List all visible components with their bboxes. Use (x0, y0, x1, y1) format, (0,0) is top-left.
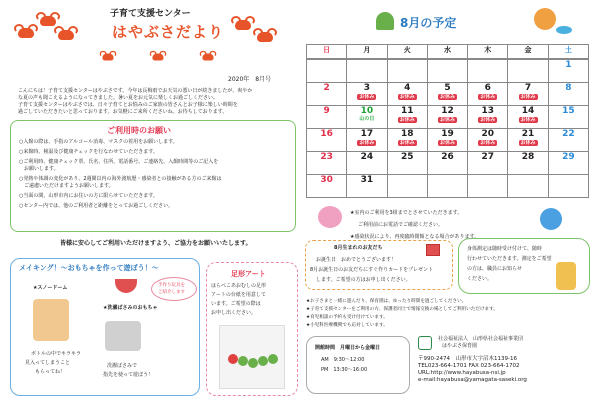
measurement-box: 身体測定は随時受け付けて、随時 行わせていただきます。測定をご希望 の方は、職員にお知らせ ください。 (458, 238, 590, 294)
calendar-day (508, 152, 548, 175)
calendar-day (387, 129, 427, 152)
calendar-day (468, 83, 508, 106)
info-item: ★感染状況により、再度臨時閉館となる場合があります。 (350, 234, 480, 240)
day-number: 6 (484, 83, 491, 93)
day-number: 24 (360, 152, 374, 162)
float-ring-icon (556, 26, 572, 34)
calendar-day (347, 175, 387, 198)
ruler-icon (556, 262, 576, 290)
day-number: 1 (565, 60, 572, 70)
calendar-day (347, 83, 387, 106)
day-number: 20 (481, 129, 495, 139)
header-title: はやぶさだより (112, 23, 225, 41)
day-number: 28 (521, 152, 535, 162)
intro-text: こんにちは！子育て支援センターはやぶさです。今年は長梅雨でお天気の悪い日が続きましたが、爽やか な夏の声も聞こえるようになってきました。暑い夏をお元気に楽しくお過ごしください。 子育て支援センターはやぶさでは、日々子育てとお悩みのご家族の皆さんとお子様に楽しい時間を 過ごしていただきたいと思っております。お気軽にご来所くださいね。お待ちしております。 (18, 88, 253, 115)
crab-icon (102, 54, 113, 61)
closed-label: お休み (399, 140, 415, 146)
info-item: ★室内のご利用を3組までとさせていただきます。 (350, 210, 463, 216)
org-sub: はやぶさ保育園 (442, 343, 478, 349)
calendar-day (468, 152, 508, 175)
day-number: 29 (562, 152, 575, 162)
closed-label: お休み (399, 117, 415, 123)
calendar-day (548, 83, 588, 106)
day-number: 9 (323, 106, 330, 116)
gift-icon (426, 244, 440, 256)
issue-date: 2020年 8月号 (228, 76, 272, 83)
calendar-day (347, 152, 387, 175)
calendar-day (307, 129, 347, 152)
art-box: 足形アート はらぺこあおむしの足形 アートの台紙を用意して います。ご希望の際は お申し出ください。 (206, 262, 298, 396)
hours-title: 開館時間 月曜日から金曜日 (315, 345, 381, 351)
day-number: 27 (481, 152, 495, 162)
day-number: 12 (441, 106, 454, 116)
calendar-day (508, 106, 548, 129)
weekday-header: 月 (347, 45, 387, 59)
notice-item: お願いします。 (19, 166, 59, 172)
holiday-label: 山の日 (359, 116, 375, 122)
hours-box (306, 336, 410, 394)
org-info (438, 336, 523, 350)
closed-label: お休み (439, 94, 455, 100)
calendar-day (548, 129, 588, 152)
making-box: メイキング！～おもちゃを作って遊ぼう！～ ★スノードーム ★洗濯ばさみのおもちゃ ボトルの中でキラキラ 見入ってしまうこと もらってね！ 洗濯ばさみで 指先を使って遊ぼう！ 手作り玩具を ご紹介します (10, 258, 200, 396)
info-item: ご利用前にお電話でご確認ください。 (358, 222, 444, 228)
day-number: 11 (400, 106, 414, 116)
closed-label: お休み (480, 117, 496, 123)
day-number: 30 (320, 175, 333, 185)
birthday-title: 8月生まれのお友だち (334, 245, 383, 251)
calendar-day (307, 83, 347, 106)
closed-label: お休み (520, 140, 536, 146)
closed-label: お休み (520, 117, 536, 123)
org-url[interactable]: URL:http://www.hayabusa-nsi.jp (418, 370, 506, 376)
closed-label: お休み (520, 94, 536, 100)
calendar-day (427, 152, 467, 175)
rabbit-icon (318, 206, 342, 228)
day-number: 23 (320, 152, 333, 162)
day-number: 19 (441, 129, 454, 139)
calendar-day (347, 60, 387, 83)
watermelon-icon (115, 279, 137, 293)
org-address: 〒990-2474 山形市大字沼木1139-16 (418, 356, 517, 362)
notice-item: ○センター内では、他のご利用者と距離をとってお過ごしください。 (19, 203, 174, 209)
header-subtitle: 子育て支援センター (110, 9, 191, 19)
day-number: 3 (363, 83, 371, 93)
elephant-icon (540, 208, 562, 230)
making-title: メイキング！～おもちゃを作って遊ぼう！～ (19, 264, 159, 272)
calendar-day (387, 106, 427, 129)
calendar-day (427, 106, 467, 129)
calendar-day (508, 175, 548, 198)
day-number: 21 (521, 129, 535, 139)
calendar-day (427, 175, 467, 198)
calendar-day (307, 175, 347, 198)
closed-label: お休み (439, 140, 455, 146)
usage-notes: ★お子さまと一緒に遊んだり、保育園は、ゆったり時間を過ごしてください。 ★子育て支援センターをご利用の方、保護者同士で情報交換の場としてご利用いただけます。 ★育児相談の予約も受け付けています。 ★小児科医療機関でも応対しています。 (306, 299, 498, 328)
closed-label: お休み (399, 94, 415, 100)
notice-item: ○ご利用時、健康チェック票、氏名、住所、電話番号、ご連絡先、入館時間等のご記入を (19, 159, 219, 165)
crab-icon (40, 16, 56, 26)
calendar-day (387, 60, 427, 83)
day-number: 7 (524, 83, 532, 93)
day-number: 31 (360, 175, 374, 185)
calendar-day (468, 106, 508, 129)
calendar-day (307, 152, 347, 175)
day-number: 4 (404, 83, 411, 93)
weekday-header: 木 (468, 45, 508, 59)
calendar-day (468, 60, 508, 83)
calendar-day (548, 175, 588, 198)
calendar (306, 44, 589, 198)
notice-item: ○来館時、検温及び健康チェックを行なわせていただきます。 (19, 149, 158, 155)
day-number: 14 (521, 106, 535, 116)
notice-footer: 皆様に安心してご利用いただけますよう、ご協力をお願いいたします。 (60, 240, 252, 247)
calendar-day (307, 106, 347, 129)
calendar-day (427, 60, 467, 83)
org-email[interactable]: e-mail:hayabusa@yamagata-saseki.org (418, 377, 527, 383)
closed-label: お休み (480, 140, 496, 146)
notice-item: ○当面の間、山形市内にお住いの方に限らせていただきます。 (19, 193, 158, 199)
day-number: 16 (320, 129, 333, 139)
weekday-header: 水 (427, 45, 467, 59)
crab-icon (235, 20, 251, 30)
crab-icon (58, 30, 74, 40)
day-number: 13 (481, 106, 495, 116)
notice-box (10, 120, 296, 232)
speech-bubble: 手作り玩具を ご紹介します (151, 277, 197, 301)
hours-am: AM 9:30～12:00 (321, 357, 365, 363)
closed-label: お休み (439, 117, 455, 123)
palm-tree-icon (376, 12, 394, 30)
day-number: 18 (400, 129, 414, 139)
notice-title: ご利用時のお願い (107, 126, 171, 135)
calendar-day (387, 83, 427, 106)
closed-label: お休み (359, 140, 375, 146)
calendar-day (548, 60, 588, 83)
day-number: 26 (441, 152, 454, 162)
calendar-day (387, 175, 427, 198)
hours-pm: PM 13:30～16:00 (321, 367, 368, 373)
calendar-day (468, 129, 508, 152)
clothespin-toy-photo (105, 321, 141, 351)
caterpillar-art-photo (219, 325, 285, 389)
weekday-header: 日 (307, 45, 347, 59)
notice-item: ○発熱や体調の変化があり、2週間以内の海外渡航歴・感染者との接触がある方のご来館は (19, 176, 222, 182)
day-number: 5 (444, 83, 451, 93)
org-logo-icon (418, 336, 432, 350)
birthday-box: 8月生まれのお友だち お誕生日 おめでとうございます！ 8月お誕生日のお友だちにすぐ作りカードをプレゼント します。ご希望の方はお申し出ください。 (305, 240, 453, 290)
weekday-header: 土 (548, 45, 588, 59)
calendar-day (508, 129, 548, 152)
crab-icon (202, 54, 213, 61)
calendar-day (347, 129, 387, 152)
closed-label: お休み (359, 94, 375, 100)
closed-label: お休み (480, 94, 496, 100)
day-number: 22 (562, 129, 575, 139)
crab-icon (257, 32, 273, 42)
crab-icon (18, 28, 34, 38)
calendar-day (508, 83, 548, 106)
calendar-day (508, 60, 548, 83)
weekday-header: 金 (508, 45, 548, 59)
day-number: 8 (565, 83, 572, 93)
art-title: 足形アート (231, 270, 266, 278)
monkey-icon (534, 8, 556, 30)
notice-item: ご遠慮いただけますようお願いします。 (19, 183, 114, 189)
day-number: 17 (360, 129, 374, 139)
calendar-day (307, 60, 347, 83)
day-number: 15 (562, 106, 575, 116)
org-phone: TEL023-664-1701 FAX 023-664-1702 (418, 363, 520, 369)
org-name: 社会福祉法人 山形県社会福祉事業団 (438, 336, 524, 342)
day-number: 10 (360, 106, 374, 116)
snow-dome-photo (33, 299, 69, 341)
calendar-title: 8月の予定 (400, 16, 457, 30)
calendar-day (387, 152, 427, 175)
crab-icon (152, 54, 163, 61)
calendar-day (468, 175, 508, 198)
calendar-day (427, 129, 467, 152)
calendar-day (427, 83, 467, 106)
calendar-day (347, 106, 387, 129)
day-number: 25 (400, 152, 414, 162)
weekday-header: 火 (387, 45, 427, 59)
calendar-day (548, 152, 588, 175)
day-number: 2 (323, 83, 330, 93)
calendar-day (548, 106, 588, 129)
notice-item: ○入館の際は、手指のアルコール消毒、マスクの着用をお願いします。 (19, 139, 178, 145)
